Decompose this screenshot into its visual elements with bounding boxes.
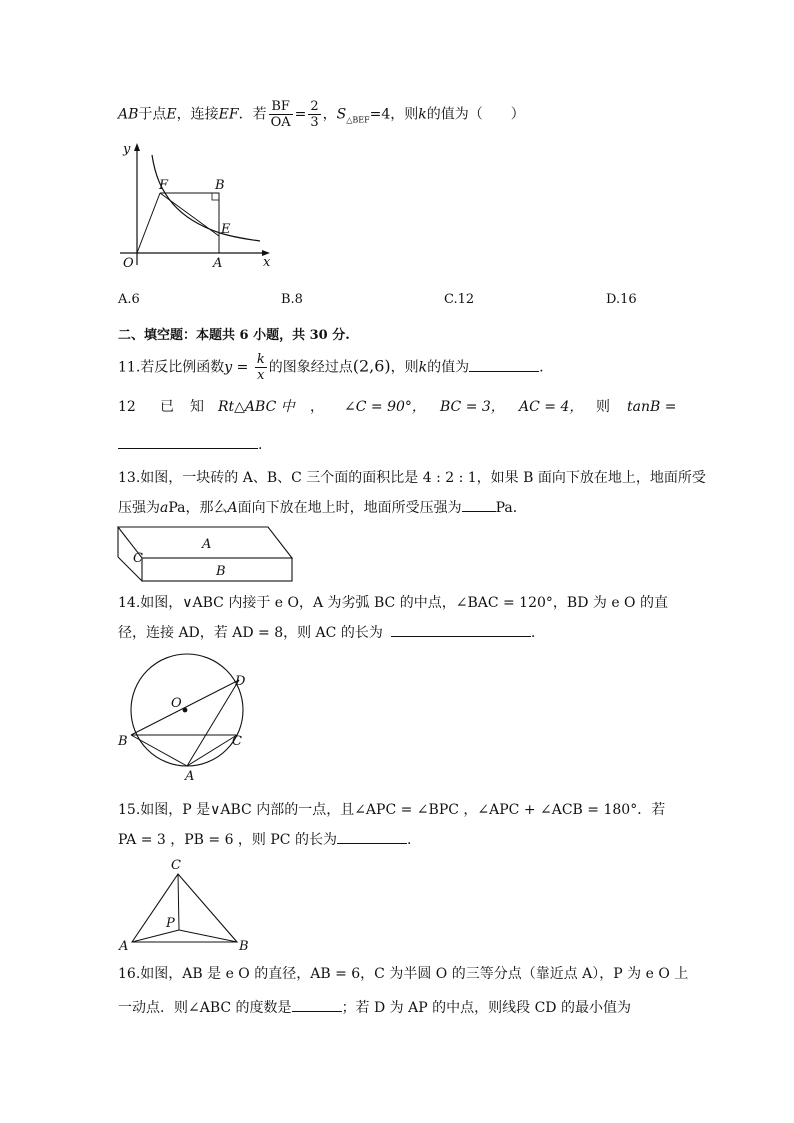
q13-line2 <box>118 499 527 517</box>
q15-label-c: C <box>171 858 181 873</box>
q10-y-arrow <box>134 143 140 151</box>
q10-stem: AB于点E，连接EF．若 $\frac{BF}{OA}$ = $\frac{2}{3}$ ，$S_{\triangle BEF}=4$，则k的值为（ ） <box>118 99 525 130</box>
q12-part-5: ∠C = 90°， <box>344 399 426 415</box>
q14-line2-end: . <box>530 625 536 641</box>
q14-answer-blank[interactable] <box>391 624 531 637</box>
q13-brick-label-c: C <box>133 551 143 566</box>
q10-seg-ef: EF <box>218 106 239 123</box>
q11-tail: ，则 <box>390 359 419 376</box>
q15-figure <box>115 855 255 955</box>
q10-graph <box>115 140 285 275</box>
q14-center-dot <box>183 708 188 713</box>
q15-label-p: P <box>166 916 175 931</box>
q15-line1: 15.如图，P 是∨ABC 内部的一点，且∠APC = ∠BPC ，∠APC + ∠ACB = 180°．若 <box>118 802 666 818</box>
q15-line2-a: PA = 3 ，PB = 6 ，则 PC 的长为 <box>118 832 337 848</box>
q11-eq: = <box>232 359 253 376</box>
q10-option-d: D.16 <box>606 292 637 307</box>
q12-part-7: AC = 4， <box>519 399 584 415</box>
q10-seg-ab: AB <box>118 106 139 123</box>
q10-stem-end: 的值为（ ） <box>426 106 525 123</box>
q12-part-1: 已 <box>160 399 174 415</box>
q13-a: a <box>160 500 169 516</box>
q12-part-0: 12 <box>118 399 136 415</box>
q11-period: . <box>539 359 544 376</box>
q13-brick-label-b: B <box>216 564 226 579</box>
q13-line2-b: Pa，那么 <box>168 500 228 516</box>
q11-den: x <box>257 368 265 383</box>
q10-label-f: F <box>159 178 169 193</box>
q10-text-b: ，连接 <box>176 106 219 123</box>
q10-label-y: y <box>123 142 131 157</box>
q10-seg-fe <box>160 193 219 236</box>
q15-seg-pc <box>178 874 179 930</box>
q10-value <box>308 99 320 130</box>
q11 <box>118 352 544 383</box>
q10-area-val: =4，则 <box>369 106 419 123</box>
q10-hyperbola <box>152 155 260 241</box>
q12-part-2: 知 <box>190 399 204 415</box>
q11-mid: 的图象经过点 <box>268 359 353 376</box>
q10-label-b: B <box>215 178 225 193</box>
q16-line1: 16.如图，AB 是 e O 的直径，AB = 6，C 为半圆 O 的三等分点（靠近点 A），P 为 e O 上 <box>118 966 689 982</box>
q16-line2 <box>118 999 631 1017</box>
q11-fraction <box>255 352 267 383</box>
q10-label-o: O <box>123 256 134 271</box>
q10-option-a: A.6 <box>118 292 140 307</box>
q16-line2-a: 一动点．则∠ABC 的度数是 <box>118 1000 292 1016</box>
q13-line2-d: Pa． <box>495 500 527 516</box>
q13-line2-a: 压强为 <box>118 500 160 516</box>
q10-k: k <box>418 106 427 123</box>
q10-option-b: B.8 <box>281 292 303 307</box>
q11-y: y <box>224 359 233 376</box>
q11-prefix: 11.若反比例函数 <box>118 359 225 376</box>
section-title: 二、填空题：本题共 6 小题，共 30 分. <box>118 328 350 343</box>
q13-line2-c: 面向下放在地上时，地面所受压强为 <box>237 500 462 516</box>
q10-frac-den: OA <box>270 115 291 130</box>
q14-chord-ac <box>187 735 237 766</box>
q12-period: . <box>258 437 263 453</box>
q14-label-o: O <box>171 696 182 711</box>
q15-line2-end: . <box>406 832 412 848</box>
q14-line2-a: 径，连接 AD，若 AD = 8，则 AC 的长为 <box>118 625 383 641</box>
q13-brick <box>116 524 298 584</box>
q13-face-a: A <box>227 500 238 516</box>
q14-line1: 14.如图，∨ABC 内接于 e O，A 为劣弧 BC 的中点，∠BAC = 120°，BD 为 e O 的直 <box>118 595 668 611</box>
q10-label-x: x <box>263 255 271 270</box>
q10-text-c: ．若 <box>238 106 267 123</box>
q10-text-a: 于点 <box>138 106 167 123</box>
q16-line2-b: ；若 D 为 AP 的中点，则线段 CD 的最小值为 <box>341 1000 631 1016</box>
q10-label-e: E <box>221 222 231 237</box>
q10-seg-of <box>137 193 160 253</box>
q11-num: k <box>256 352 265 367</box>
q13-brick-label-a: A <box>202 537 212 552</box>
q10-val-num: 2 <box>310 99 319 114</box>
q11-end: 的值为 <box>427 359 470 376</box>
q11-point: (2,6) <box>352 356 391 376</box>
q10-option-c: C.12 <box>444 292 475 307</box>
q15-label-a: A <box>119 939 129 954</box>
q11-answer-blank[interactable] <box>469 359 539 372</box>
q15-triangle-abc <box>132 874 237 942</box>
q14-label-d: D <box>235 674 246 689</box>
q10-val-den: 3 <box>310 115 319 130</box>
q10-label-a: A <box>213 256 223 271</box>
q10-frac-num: BF <box>269 99 293 115</box>
q14-chord-ba <box>131 735 187 766</box>
q15-label-b: B <box>239 939 249 954</box>
q10-area-s: S <box>336 106 347 123</box>
q14-label-a: A <box>185 769 195 782</box>
q10-right-angle <box>212 193 219 200</box>
q13-line1: 13.如图，一块砖的 A、B、C 三个面的面积比是 4 : 2 : 1，如果 B 面向下放在地上，地面所受 <box>118 470 706 486</box>
q15-line2 <box>118 831 411 849</box>
q10-eq: = <box>294 106 307 123</box>
q12-answer-blank[interactable] <box>118 436 258 449</box>
q12-part-8: 则 <box>596 399 610 415</box>
q13-answer-blank[interactable] <box>462 499 496 512</box>
q12-answer-line <box>118 436 262 454</box>
q14-figure <box>115 650 260 782</box>
q15-answer-blank[interactable] <box>337 831 407 844</box>
q14-label-c: C <box>232 734 242 749</box>
q14-label-b: B <box>118 734 128 749</box>
q14-line2 <box>118 624 535 642</box>
q10-point-e: E <box>166 106 177 123</box>
q11-k: k <box>418 359 428 376</box>
q12-part-6: BC = 3， <box>440 399 505 415</box>
q12-part-4: ， <box>310 399 324 415</box>
q16-answer-blank-1[interactable] <box>292 999 342 1012</box>
q10-area-sub: △BEF <box>346 115 370 125</box>
q12-part-3: Rt△ABC 中 <box>218 399 295 415</box>
q10-fraction <box>269 99 293 130</box>
q12-part-9: tanB = <box>627 399 677 415</box>
